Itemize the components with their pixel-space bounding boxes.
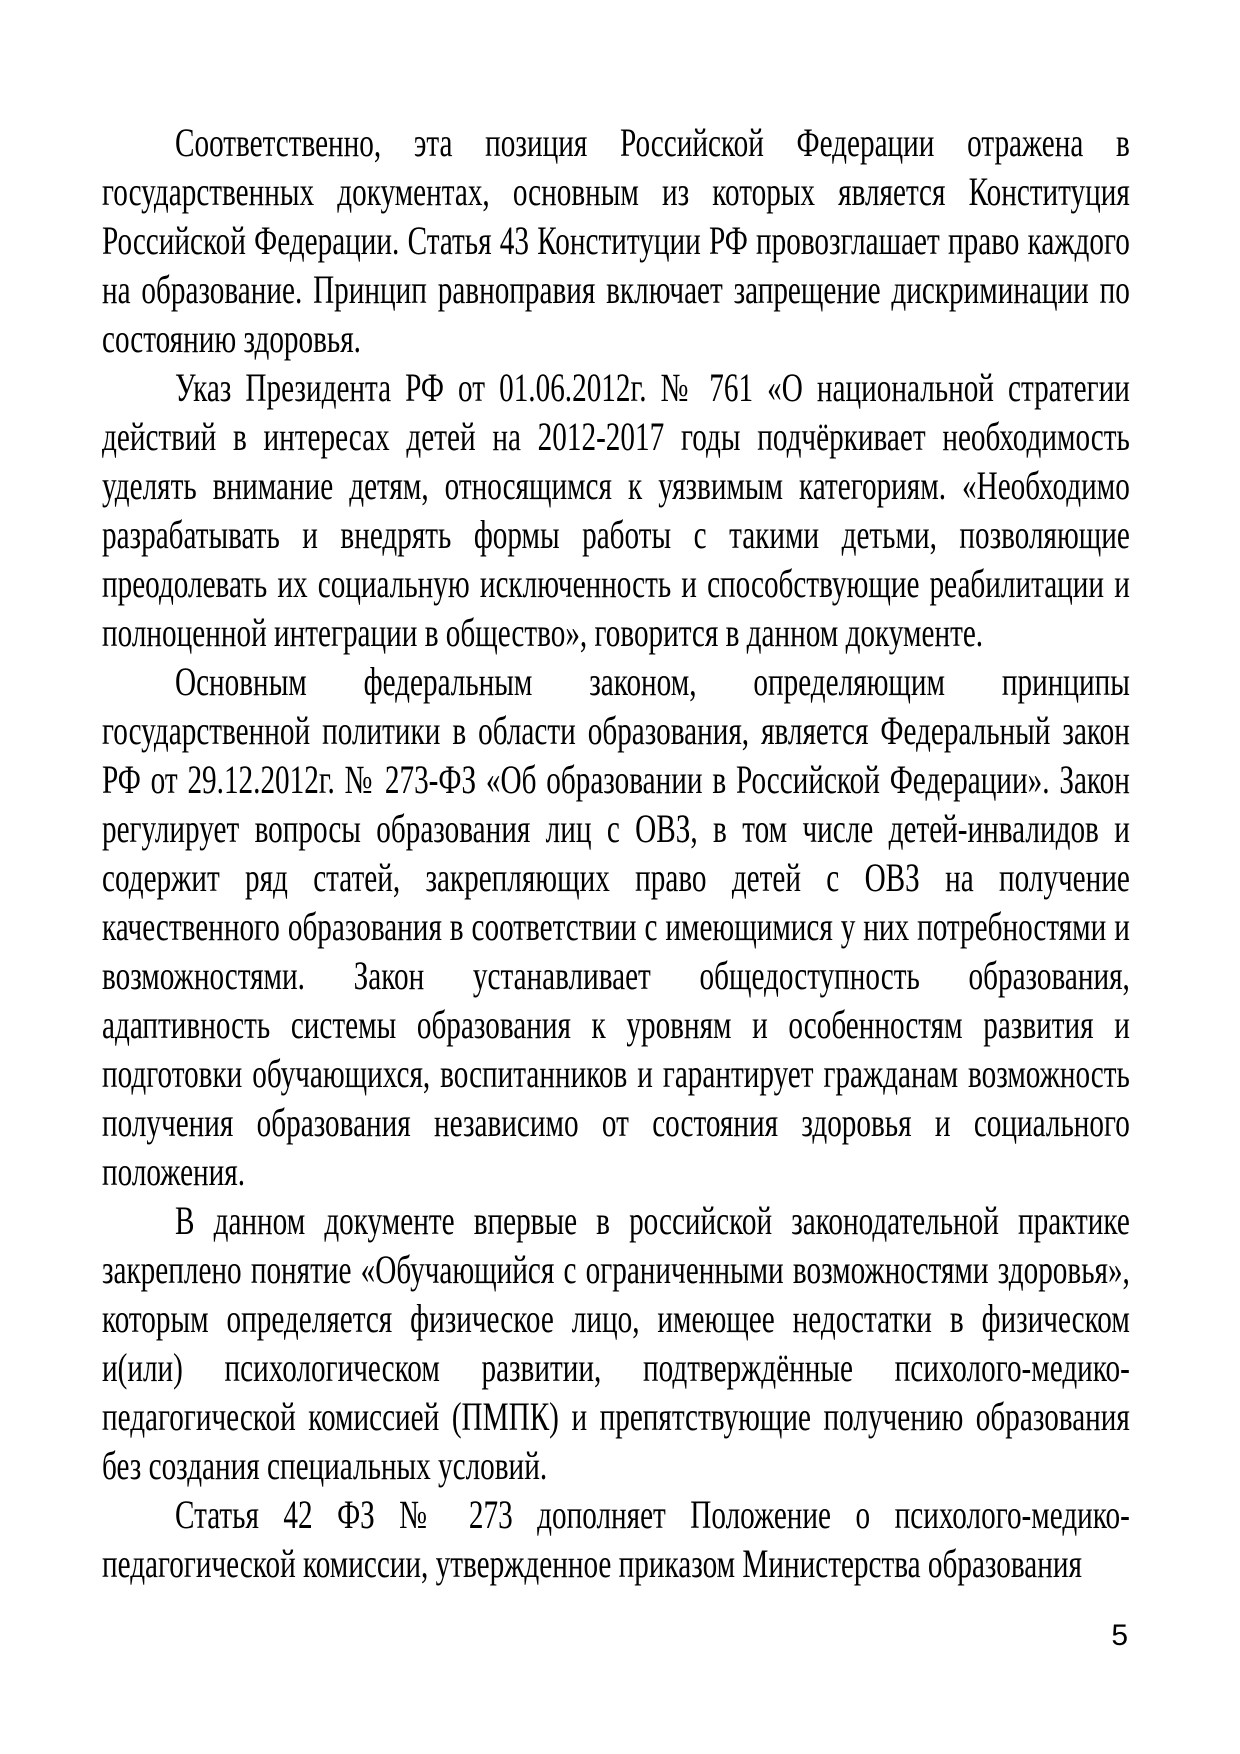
paragraph-ovz-definition: В данном документе впервые в российской законодательной практике закреплено понятие «Обучающийся с ограниченными возможностями здоровья», которым определяется физическое лицо, имеющее недостатки в физическом и(или) психологическом развитии, подтверждённые психолого-медико-педагогической комиссией (ПМПК) и препятствующие получению образования без создания специальных условий.: [102, 1198, 1130, 1488]
paragraph-article-42: Статья 42 ФЗ № 273 дополняет Положение о психолого-медико-педагогической комиссии, утвержденное приказом Министерства образования: [102, 1492, 1130, 1586]
paragraph-presidential-decree: Указ Президента РФ от 01.06.2012г. № 761 «О национальной стратегии действий в интересах детей на 2012-2017 годы подчёркивает необходимость уделять внимание детям, относящимся к уязвимым категориям. «Необходимо разрабатывать и внедрять формы работы с такими детьми, позволяющие преодолевать их социальную исключенность и способствующие реабилитации и полноценной интеграции в общество», говорится в данном документе.: [102, 365, 1130, 655]
paragraph-constitution: Соответственно, эта позиция Российской Федерации отражена в государственных документах, основным из которых является Конституция Российской Федерации. Статья 43 Конституции РФ провозглашает право каждого на образование. Принцип равноправия включает запрещение дискриминации по состоянию здоровья.: [102, 120, 1130, 361]
paragraph-federal-law-273: Основным федеральным законом, определяющим принципы государственной политики в области образования, является Федеральный закон РФ от 29.12.2012г. № 273-ФЗ «Об образовании в Российской Федерации». Закон регулирует вопросы образования лиц с ОВЗ, в том числе детей-инвалидов и содержит ряд статей, закрепляющих право детей с ОВЗ на получение качественного образования в соответствии с имеющимися у них потребностями и возможностями. Закон устанавливает общедоступность образования, адаптивность системы образования к уровням и особенностям развития и подготовки обучающихся, воспитанников и гарантирует гражданам возможность получения образования независимо от состояния здоровья и социального положения.: [102, 659, 1130, 1194]
page-number: 5: [1111, 1619, 1128, 1652]
document-text-block: [102, 118, 1130, 1588]
